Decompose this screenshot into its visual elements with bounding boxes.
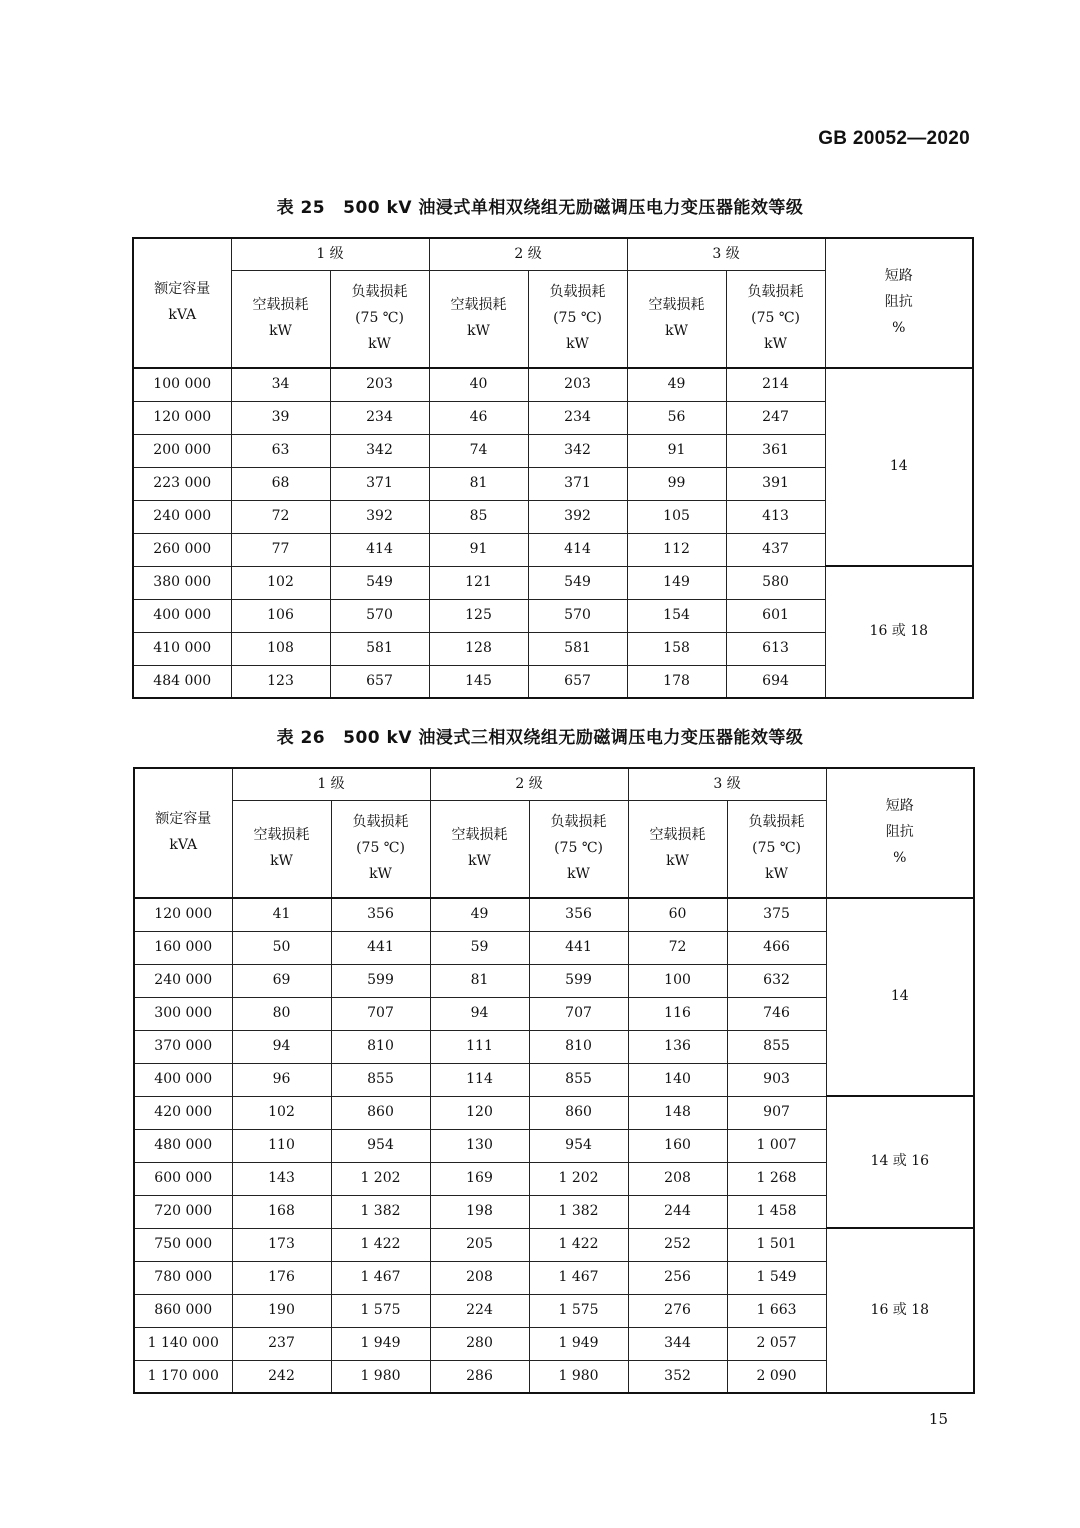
impedance-cell: 14 或 16 xyxy=(826,1096,974,1228)
capacity-cell: 160 000 xyxy=(134,931,232,964)
noload-loss-cell: 56 xyxy=(627,401,726,434)
load-loss-cell: 1 949 xyxy=(529,1327,628,1360)
capacity-cell: 1 170 000 xyxy=(134,1360,232,1393)
noload-loss-cell: 72 xyxy=(231,500,330,533)
load-loss-cell: 1 575 xyxy=(331,1294,430,1327)
noload-loss-cell: 352 xyxy=(628,1360,727,1393)
load-loss-cell: 613 xyxy=(726,632,825,665)
level-3-header: 3 级 xyxy=(627,238,825,271)
noload-loss-cell: 123 xyxy=(231,665,330,698)
load-loss-cell: 414 xyxy=(528,533,627,566)
noload-loss-cell: 34 xyxy=(231,368,330,401)
noload-loss-cell: 276 xyxy=(628,1294,727,1327)
noload-loss-cell: 145 xyxy=(429,665,528,698)
load-loss-cell: 441 xyxy=(529,931,628,964)
noload-loss-cell: 114 xyxy=(430,1063,529,1096)
noload-loss-cell: 50 xyxy=(232,931,331,964)
capacity-cell: 200 000 xyxy=(133,434,231,467)
noload-loss-cell: 102 xyxy=(231,566,330,599)
noload-loss-cell: 100 xyxy=(628,964,727,997)
noload-loss-cell: 208 xyxy=(430,1261,529,1294)
capacity-cell: 300 000 xyxy=(134,997,232,1030)
noload-loss-header: 空载损耗 kW xyxy=(232,801,331,899)
impedance-header: 短路 阻抗 % xyxy=(826,768,974,898)
load-loss-header: 负载损耗 (75 ℃) kW xyxy=(727,801,826,899)
noload-loss-header: 空载损耗 kW xyxy=(430,801,529,899)
level-1-header: 1 级 xyxy=(232,768,430,801)
noload-loss-cell: 286 xyxy=(430,1360,529,1393)
load-loss-cell: 466 xyxy=(727,931,826,964)
noload-loss-cell: 116 xyxy=(628,997,727,1030)
load-loss-cell: 2 057 xyxy=(727,1327,826,1360)
load-loss-cell: 810 xyxy=(529,1030,628,1063)
capacity-cell: 720 000 xyxy=(134,1195,232,1228)
capacity-cell: 860 000 xyxy=(134,1294,232,1327)
load-loss-cell: 549 xyxy=(330,566,429,599)
capacity-cell: 400 000 xyxy=(133,599,231,632)
noload-loss-cell: 242 xyxy=(232,1360,331,1393)
noload-loss-cell: 208 xyxy=(628,1162,727,1195)
load-loss-cell: 855 xyxy=(727,1030,826,1063)
level-3-header: 3 级 xyxy=(628,768,826,801)
table-title: 500 kV 油浸式三相双绕组无励磁调压电力变压器能效等级 xyxy=(343,728,804,748)
load-loss-header: 负载损耗 (75 ℃) kW xyxy=(528,271,627,369)
capacity-cell: 1 140 000 xyxy=(134,1327,232,1360)
noload-loss-cell: 252 xyxy=(628,1228,727,1261)
load-loss-cell: 954 xyxy=(529,1129,628,1162)
noload-loss-header: 空载损耗 kW xyxy=(231,271,330,369)
load-loss-cell: 375 xyxy=(727,898,826,931)
noload-loss-cell: 106 xyxy=(231,599,330,632)
level-2-header: 2 级 xyxy=(429,238,627,271)
capacity-cell: 484 000 xyxy=(133,665,231,698)
table-row xyxy=(134,898,974,931)
noload-loss-cell: 173 xyxy=(232,1228,331,1261)
efficiency-table xyxy=(132,237,974,699)
noload-loss-cell: 169 xyxy=(430,1162,529,1195)
load-loss-cell: 694 xyxy=(726,665,825,698)
load-loss-cell: 1 007 xyxy=(727,1129,826,1162)
table-row xyxy=(133,368,973,401)
noload-loss-cell: 68 xyxy=(231,467,330,500)
load-loss-cell: 707 xyxy=(331,997,430,1030)
load-loss-cell: 1 501 xyxy=(727,1228,826,1261)
capacity-cell: 400 000 xyxy=(134,1063,232,1096)
noload-loss-cell: 190 xyxy=(232,1294,331,1327)
capacity-cell: 223 000 xyxy=(133,467,231,500)
noload-loss-cell: 205 xyxy=(430,1228,529,1261)
load-loss-header: 负载损耗 (75 ℃) kW xyxy=(331,801,430,899)
load-loss-cell: 1 422 xyxy=(529,1228,628,1261)
noload-loss-header: 空载损耗 kW xyxy=(628,801,727,899)
load-loss-header: 负载损耗 (75 ℃) kW xyxy=(726,271,825,369)
noload-loss-cell: 80 xyxy=(232,997,331,1030)
noload-loss-cell: 148 xyxy=(628,1096,727,1129)
capacity-cell: 780 000 xyxy=(134,1261,232,1294)
load-loss-cell: 1 467 xyxy=(529,1261,628,1294)
noload-loss-cell: 94 xyxy=(430,997,529,1030)
noload-loss-cell: 198 xyxy=(430,1195,529,1228)
table-row xyxy=(134,1228,974,1261)
load-loss-cell: 391 xyxy=(726,467,825,500)
load-loss-cell: 580 xyxy=(726,566,825,599)
noload-loss-cell: 74 xyxy=(429,434,528,467)
noload-loss-cell: 120 xyxy=(430,1096,529,1129)
noload-loss-cell: 256 xyxy=(628,1261,727,1294)
load-loss-cell: 214 xyxy=(726,368,825,401)
impedance-cell: 14 xyxy=(826,898,974,1096)
noload-loss-cell: 63 xyxy=(231,434,330,467)
noload-loss-cell: 41 xyxy=(232,898,331,931)
load-loss-cell: 954 xyxy=(331,1129,430,1162)
noload-loss-cell: 128 xyxy=(429,632,528,665)
noload-loss-cell: 121 xyxy=(429,566,528,599)
noload-loss-cell: 85 xyxy=(429,500,528,533)
load-loss-cell: 657 xyxy=(330,665,429,698)
load-loss-cell: 361 xyxy=(726,434,825,467)
load-loss-cell: 441 xyxy=(331,931,430,964)
impedance-cell: 14 xyxy=(825,368,973,566)
noload-loss-cell: 81 xyxy=(429,467,528,500)
load-loss-cell: 657 xyxy=(528,665,627,698)
load-loss-cell: 1 268 xyxy=(727,1162,826,1195)
capacity-cell: 120 000 xyxy=(134,898,232,931)
noload-loss-cell: 99 xyxy=(627,467,726,500)
level-2-header: 2 级 xyxy=(430,768,628,801)
load-loss-cell: 356 xyxy=(529,898,628,931)
noload-loss-cell: 81 xyxy=(430,964,529,997)
load-loss-cell: 2 090 xyxy=(727,1360,826,1393)
load-loss-cell: 599 xyxy=(331,964,430,997)
load-loss-cell: 342 xyxy=(528,434,627,467)
table-number: 表 26 xyxy=(276,728,326,748)
noload-loss-cell: 237 xyxy=(232,1327,331,1360)
load-loss-cell: 632 xyxy=(727,964,826,997)
load-loss-cell: 1 202 xyxy=(331,1162,430,1195)
load-loss-cell: 392 xyxy=(330,500,429,533)
noload-loss-cell: 96 xyxy=(232,1063,331,1096)
noload-loss-cell: 77 xyxy=(231,533,330,566)
noload-loss-cell: 72 xyxy=(628,931,727,964)
efficiency-table xyxy=(133,767,975,1394)
noload-loss-cell: 224 xyxy=(430,1294,529,1327)
noload-loss-cell: 154 xyxy=(627,599,726,632)
load-loss-cell: 414 xyxy=(330,533,429,566)
noload-loss-cell: 168 xyxy=(232,1195,331,1228)
noload-loss-cell: 140 xyxy=(628,1063,727,1096)
noload-loss-cell: 112 xyxy=(627,533,726,566)
load-loss-cell: 1 467 xyxy=(331,1261,430,1294)
capacity-header: 额定容量 kVA xyxy=(134,768,232,898)
load-loss-cell: 342 xyxy=(330,434,429,467)
table-caption xyxy=(0,723,1080,748)
load-loss-cell: 234 xyxy=(330,401,429,434)
noload-loss-cell: 178 xyxy=(627,665,726,698)
load-loss-cell: 1 663 xyxy=(727,1294,826,1327)
noload-loss-cell: 280 xyxy=(430,1327,529,1360)
load-loss-cell: 371 xyxy=(528,467,627,500)
load-loss-cell: 413 xyxy=(726,500,825,533)
load-loss-cell: 437 xyxy=(726,533,825,566)
load-loss-cell: 903 xyxy=(727,1063,826,1096)
table-body xyxy=(134,898,974,1393)
noload-loss-cell: 244 xyxy=(628,1195,727,1228)
load-loss-cell: 855 xyxy=(529,1063,628,1096)
noload-loss-cell: 49 xyxy=(627,368,726,401)
load-loss-cell: 371 xyxy=(330,467,429,500)
noload-loss-cell: 108 xyxy=(231,632,330,665)
load-loss-cell: 581 xyxy=(330,632,429,665)
noload-loss-cell: 143 xyxy=(232,1162,331,1195)
load-loss-cell: 1 949 xyxy=(331,1327,430,1360)
capacity-cell: 420 000 xyxy=(134,1096,232,1129)
capacity-cell: 370 000 xyxy=(134,1030,232,1063)
noload-loss-cell: 91 xyxy=(429,533,528,566)
load-loss-cell: 855 xyxy=(331,1063,430,1096)
load-loss-cell: 356 xyxy=(331,898,430,931)
table-row xyxy=(134,1096,974,1129)
load-loss-cell: 907 xyxy=(727,1096,826,1129)
capacity-cell: 410 000 xyxy=(133,632,231,665)
noload-loss-cell: 40 xyxy=(429,368,528,401)
noload-loss-cell: 176 xyxy=(232,1261,331,1294)
noload-loss-cell: 110 xyxy=(232,1129,331,1162)
load-loss-cell: 570 xyxy=(330,599,429,632)
impedance-cell: 16 或 18 xyxy=(826,1228,974,1393)
table-title: 500 kV 油浸式单相双绕组无励磁调压电力变压器能效等级 xyxy=(343,198,804,218)
noload-loss-cell: 69 xyxy=(232,964,331,997)
load-loss-cell: 1 382 xyxy=(529,1195,628,1228)
capacity-cell: 240 000 xyxy=(133,500,231,533)
capacity-cell: 480 000 xyxy=(134,1129,232,1162)
page-number: 15 xyxy=(928,1410,948,1428)
noload-loss-cell: 102 xyxy=(232,1096,331,1129)
table-body xyxy=(133,368,973,698)
load-loss-header: 负载损耗 (75 ℃) kW xyxy=(529,801,628,899)
load-loss-cell: 247 xyxy=(726,401,825,434)
load-loss-cell: 203 xyxy=(330,368,429,401)
noload-loss-header: 空载损耗 kW xyxy=(429,271,528,369)
load-loss-cell: 1 575 xyxy=(529,1294,628,1327)
load-loss-cell: 549 xyxy=(528,566,627,599)
capacity-cell: 600 000 xyxy=(134,1162,232,1195)
load-loss-cell: 810 xyxy=(331,1030,430,1063)
noload-loss-cell: 60 xyxy=(628,898,727,931)
noload-loss-cell: 111 xyxy=(430,1030,529,1063)
load-loss-cell: 1 980 xyxy=(529,1360,628,1393)
noload-loss-cell: 39 xyxy=(231,401,330,434)
capacity-cell: 100 000 xyxy=(133,368,231,401)
load-loss-cell: 707 xyxy=(529,997,628,1030)
noload-loss-cell: 125 xyxy=(429,599,528,632)
capacity-cell: 380 000 xyxy=(133,566,231,599)
noload-loss-cell: 46 xyxy=(429,401,528,434)
load-loss-cell: 1 382 xyxy=(331,1195,430,1228)
table-number: 表 25 xyxy=(276,198,326,218)
load-loss-cell: 570 xyxy=(528,599,627,632)
level-1-header: 1 级 xyxy=(231,238,429,271)
capacity-cell: 120 000 xyxy=(133,401,231,434)
load-loss-cell: 234 xyxy=(528,401,627,434)
impedance-cell: 16 或 18 xyxy=(825,566,973,698)
load-loss-cell: 1 980 xyxy=(331,1360,430,1393)
noload-loss-cell: 94 xyxy=(232,1030,331,1063)
table-caption xyxy=(0,193,1080,218)
standard-code: GB 20052—2020 xyxy=(818,128,970,149)
load-loss-cell: 1 422 xyxy=(331,1228,430,1261)
noload-loss-cell: 49 xyxy=(430,898,529,931)
load-loss-cell: 860 xyxy=(331,1096,430,1129)
noload-loss-cell: 149 xyxy=(627,566,726,599)
capacity-header: 额定容量 kVA xyxy=(133,238,231,368)
load-loss-cell: 1 458 xyxy=(727,1195,826,1228)
capacity-cell: 260 000 xyxy=(133,533,231,566)
impedance-header: 短路 阻抗 % xyxy=(825,238,973,368)
noload-loss-cell: 59 xyxy=(430,931,529,964)
load-loss-cell: 599 xyxy=(529,964,628,997)
noload-loss-cell: 91 xyxy=(627,434,726,467)
load-loss-cell: 581 xyxy=(528,632,627,665)
capacity-cell: 240 000 xyxy=(134,964,232,997)
noload-loss-cell: 136 xyxy=(628,1030,727,1063)
load-loss-cell: 392 xyxy=(528,500,627,533)
load-loss-cell: 601 xyxy=(726,599,825,632)
load-loss-cell: 203 xyxy=(528,368,627,401)
load-loss-cell: 1 202 xyxy=(529,1162,628,1195)
load-loss-cell: 746 xyxy=(727,997,826,1030)
capacity-cell: 750 000 xyxy=(134,1228,232,1261)
table-row xyxy=(133,566,973,599)
load-loss-cell: 860 xyxy=(529,1096,628,1129)
noload-loss-cell: 130 xyxy=(430,1129,529,1162)
load-loss-cell: 1 549 xyxy=(727,1261,826,1294)
noload-loss-cell: 158 xyxy=(627,632,726,665)
noload-loss-cell: 160 xyxy=(628,1129,727,1162)
noload-loss-cell: 344 xyxy=(628,1327,727,1360)
noload-loss-header: 空载损耗 kW xyxy=(627,271,726,369)
load-loss-header: 负载损耗 (75 ℃) kW xyxy=(330,271,429,369)
noload-loss-cell: 105 xyxy=(627,500,726,533)
